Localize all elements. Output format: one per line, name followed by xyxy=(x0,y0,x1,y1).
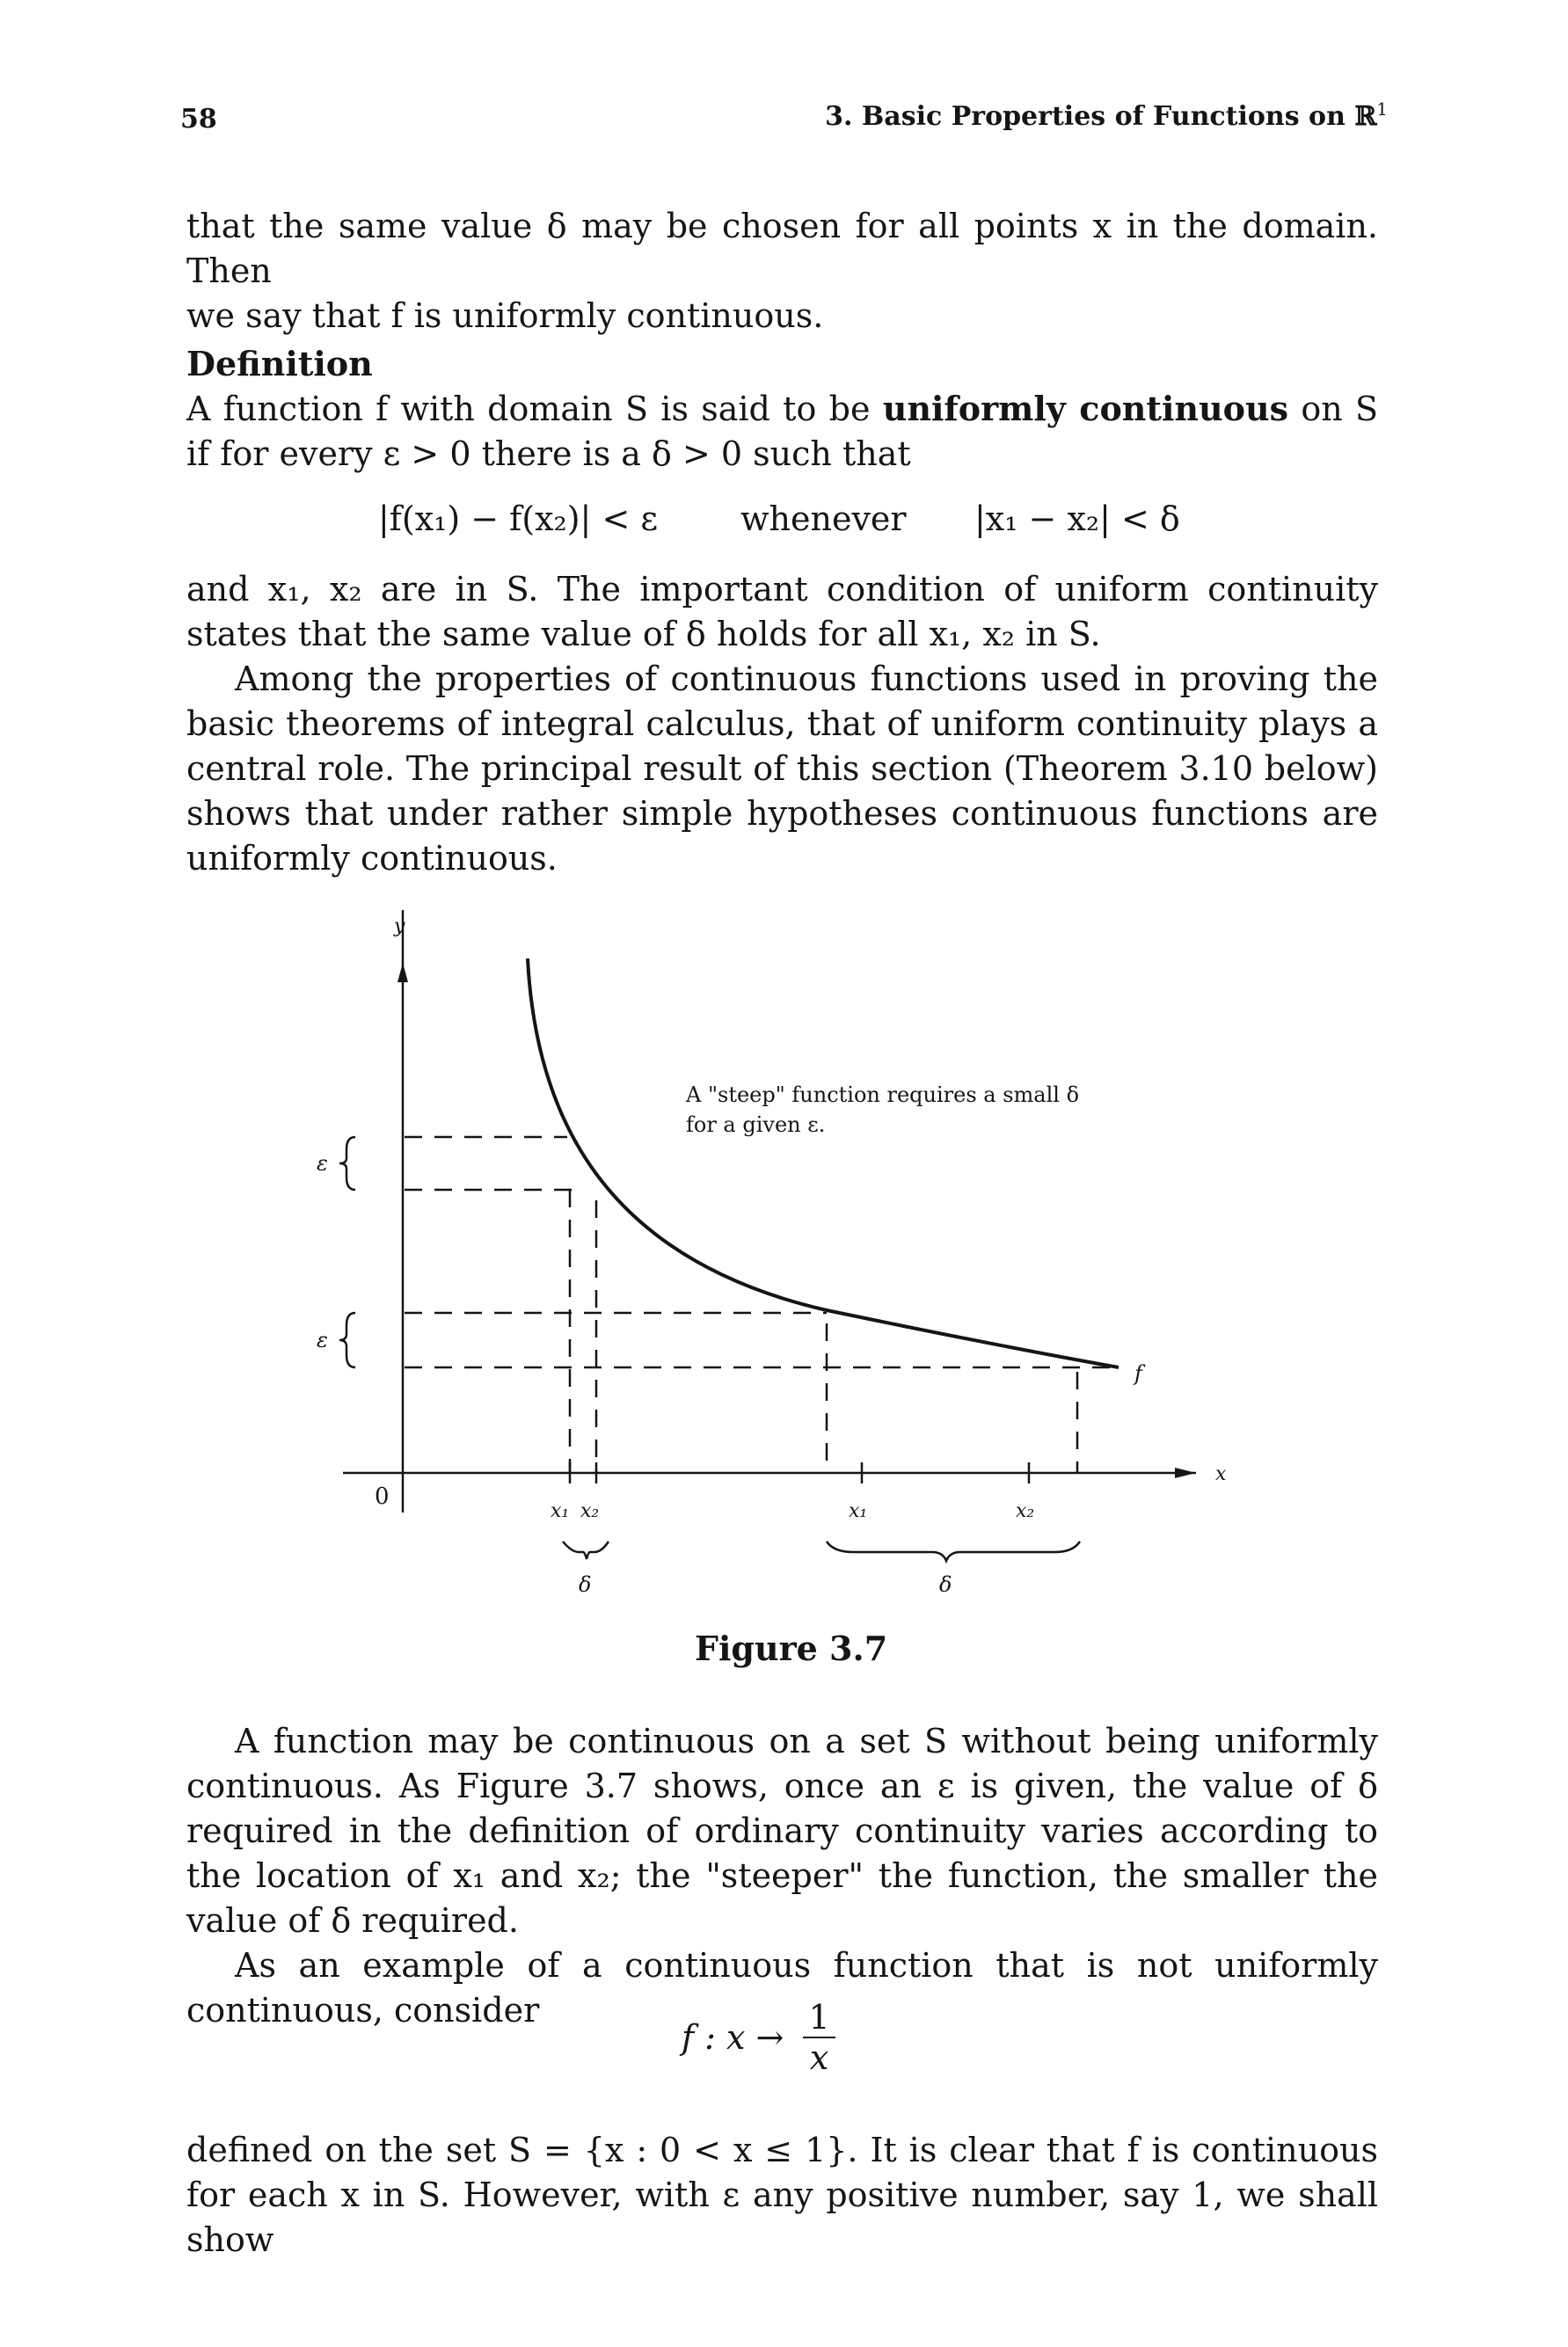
chapter-superscript: 1 xyxy=(1376,98,1388,120)
x-axis-label: x xyxy=(1215,1463,1227,1485)
intro-paragraph xyxy=(186,204,1378,339)
definition-heading: Definition xyxy=(186,344,373,383)
definition-text xyxy=(186,386,1378,477)
right-delta-label: δ xyxy=(939,1572,952,1597)
curve-label-f: f xyxy=(1134,1361,1142,1386)
left-delta-brace xyxy=(563,1542,609,1559)
figure-annotation-line-2: for a given ε. xyxy=(686,1112,826,1137)
definition-after: and x₁, x₂ are in S. The important condition of uniform continuity states that the same value of δ holds for all x₁, x₂ in S. xyxy=(186,570,1378,653)
definition-text-a: A function f with domain S is said to be xyxy=(186,390,883,428)
left-x1-label: x₁ xyxy=(551,1500,570,1522)
definition-after-block xyxy=(186,567,1378,881)
left-delta-label: δ xyxy=(579,1572,592,1597)
example-numerator: 1 xyxy=(803,1998,835,2038)
upper-epsilon-label: ε xyxy=(317,1151,328,1176)
right-x1-label: x₁ xyxy=(849,1500,868,1522)
defined-paragraph-block xyxy=(186,2128,1378,2263)
example-lhs: f : x → xyxy=(682,2018,784,2057)
definition-display-left: |f(x₁) − f(x₂)| < ε xyxy=(378,499,659,538)
definition-term: uniformly continuous xyxy=(882,389,1289,428)
running-head xyxy=(825,98,1388,132)
following-paragraphs xyxy=(186,1719,1378,2033)
right-x2-label: x₂ xyxy=(1016,1500,1035,1522)
page-number: 58 xyxy=(180,104,217,135)
origin-label: 0 xyxy=(375,1483,390,1510)
example-fraction xyxy=(803,1998,835,2077)
left-x2-label: x₂ xyxy=(580,1500,600,1522)
example-denominator: x xyxy=(809,2038,829,2077)
y-axis-label: y xyxy=(394,915,405,937)
figure-annotation-line-1: A "steep" function requires a small δ xyxy=(686,1082,1080,1107)
definition-text-b: on S if for every ε > 0 there is a δ > 0 such that xyxy=(186,390,1378,473)
upper-epsilon-brace xyxy=(339,1137,355,1190)
figure-3-7 xyxy=(317,910,1266,1631)
paragraph-properties: Among the properties of continuous functions used in proving the basic theorems of integral calculus, that of uniform continuity plays a central role. The principal result of this section (Theorem 3.10 below) shows that under rather simple hypotheses continuous functions are uniformly continuous. xyxy=(186,660,1378,878)
x-axis-arrowhead xyxy=(1175,1468,1196,1478)
definition-display-whenever: whenever xyxy=(740,499,907,538)
figure-caption: Figure 3.7 xyxy=(695,1629,888,1668)
lower-epsilon-brace xyxy=(339,1313,355,1367)
chapter-title: 3. Basic Properties of Functions on ℝ xyxy=(825,101,1377,132)
paragraph-example: As an example of a continuous function that is not uniformly continuous, consider xyxy=(186,1946,1378,2030)
definition-display-right: |x₁ − x₂| < δ xyxy=(974,499,1180,538)
y-axis-arrowhead xyxy=(397,963,408,982)
paragraph-not-uniform: A function may be continuous on a set S without being uniformly continuous. As Figure 3.7 shows, once an ε is given, the value of δ required in the definition of ordinary continuity varies according to the location of x₁ and x₂; the "steeper" the function, the smaller the value of δ required. xyxy=(186,1722,1378,1940)
curve-f xyxy=(528,958,1119,1367)
lower-epsilon-label: ε xyxy=(317,1328,328,1352)
definition-block xyxy=(186,341,1378,477)
paragraph-defined: defined on the set S = {x : 0 < x ≤ 1}. It is clear that f is continuous for each x in S. However, with ε any positive number, say 1, we shall show xyxy=(186,2131,1378,2259)
intro-line-1: that the same value δ may be chosen for all points x in the domain. Then xyxy=(186,207,1378,290)
intro-line-2: we say that f is uniformly continuous. xyxy=(186,296,824,335)
example-display xyxy=(682,1998,835,2077)
right-delta-brace xyxy=(827,1542,1080,1561)
